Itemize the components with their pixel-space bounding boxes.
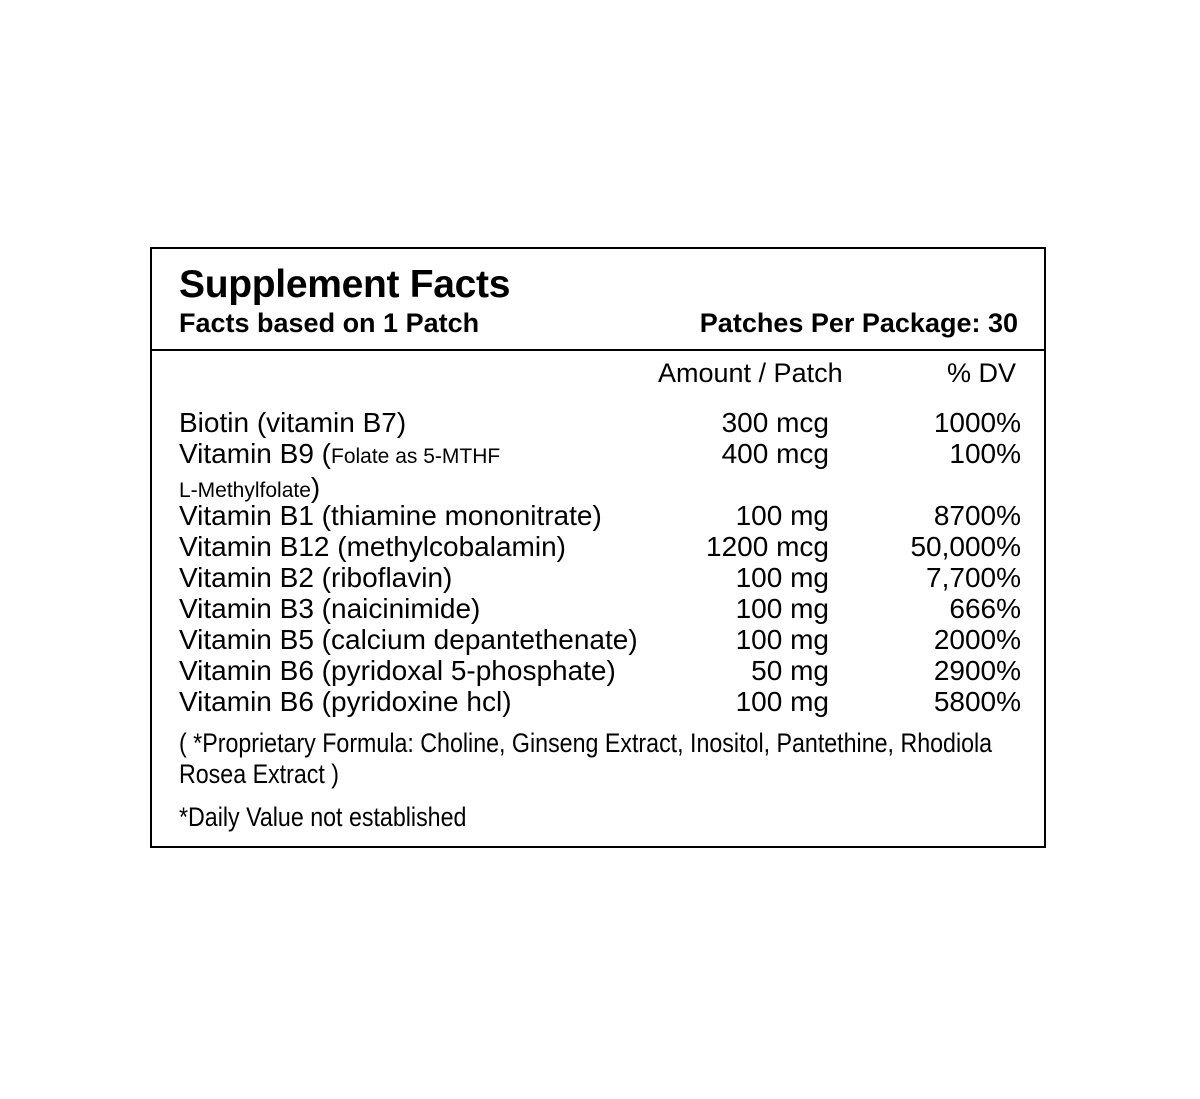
- nutrient-dv: 1000%: [933, 407, 1021, 438]
- nutrient-list: [179, 407, 1021, 717]
- supplement-facts-panel: [150, 247, 1046, 848]
- nutrient-row: [179, 593, 1021, 624]
- nutrient-amount: 100 mg: [735, 593, 829, 624]
- nutrient-row: [179, 500, 1021, 531]
- nutrient-name: Vitamin B5 (calcium depantethenate): [179, 624, 638, 655]
- nutrient-name: Vitamin B2 (riboflavin): [179, 562, 453, 593]
- nutrient-dv: 50,000%: [910, 531, 1021, 562]
- nutrient-name: Vitamin B6 (pyridoxal 5-phosphate): [179, 655, 616, 686]
- nutrient-row: [179, 407, 1021, 438]
- nutrient-row: [179, 562, 1021, 593]
- nutrient-amount: 100 mg: [735, 500, 829, 531]
- nutrient-dv: 7,700%: [926, 562, 1021, 593]
- nutrient-amount: 1200 mcg: [706, 531, 829, 562]
- nutrient-name: Biotin (vitamin B7): [179, 407, 407, 438]
- nutrient-amount: 100 mg: [735, 562, 829, 593]
- nutrient-amount: 100 mg: [735, 624, 829, 655]
- header-divider: [152, 349, 1044, 351]
- nutrient-row: [179, 686, 1021, 717]
- nutrient-name: Vitamin B9 (Folate as 5-MTHF L-Methylfolate): [179, 438, 501, 503]
- nutrient-dv: 2900%: [933, 655, 1021, 686]
- nutrient-dv: 666%: [949, 593, 1021, 624]
- servings-per-package: Patches Per Package: 30: [699, 308, 1018, 338]
- nutrient-name: Vitamin B12 (methylcobalamin): [179, 531, 566, 562]
- nutrient-row: [179, 624, 1021, 655]
- nutrient-amount: 100 mg: [735, 686, 829, 717]
- nutrient-dv: 2000%: [933, 624, 1021, 655]
- nutrient-row: [179, 531, 1021, 562]
- nutrient-name: Vitamin B6 (pyridoxine hcl): [179, 686, 512, 717]
- daily-value-note: *Daily Value not established: [179, 802, 467, 832]
- nutrient-amount: 50 mg: [751, 655, 829, 686]
- nutrient-amount: 400 mcg: [721, 438, 829, 469]
- panel-title: Supplement Facts: [179, 263, 511, 306]
- nutrient-dv: 8700%: [933, 500, 1021, 531]
- proprietary-formula-note: ( *Proprietary Formula: Choline, Ginseng Extract, Inositol, Pantethine, Rhodiola Rosea Extract ): [179, 728, 993, 789]
- nutrient-name: Vitamin B3 (naicinimide): [179, 593, 481, 624]
- nutrient-dv: 100%: [949, 438, 1021, 469]
- nutrient-amount: 300 mcg: [721, 407, 829, 438]
- nutrient-row: [179, 655, 1021, 686]
- nutrient-dv: 5800%: [933, 686, 1021, 717]
- amount-column-header: Amount / Patch: [658, 358, 843, 388]
- nutrient-row: [179, 438, 1021, 503]
- dv-column-header: % DV: [946, 358, 1016, 388]
- nutrient-name: Vitamin B1 (thiamine mononitrate): [179, 500, 602, 531]
- serving-size: Facts based on 1 Patch: [179, 308, 480, 338]
